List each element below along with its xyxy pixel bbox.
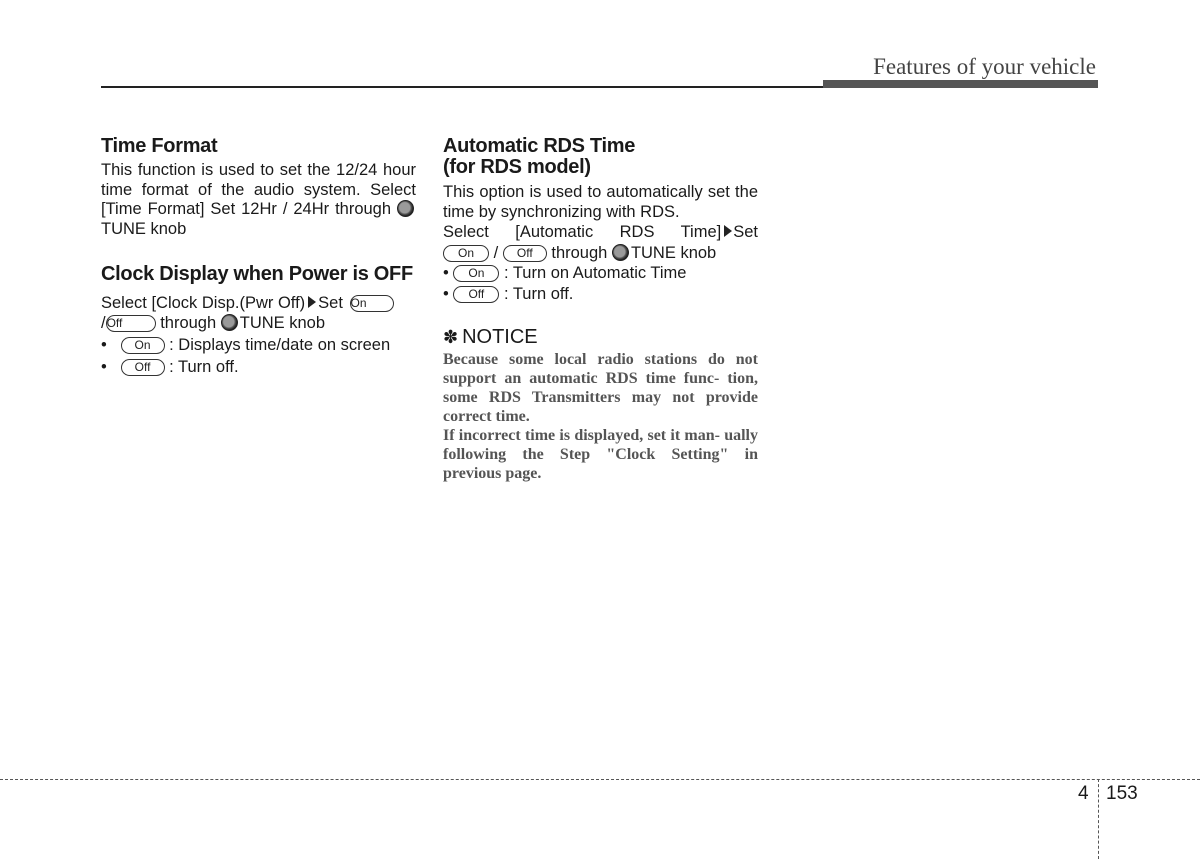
header-rule-thin [101, 86, 823, 88]
header-title: Features of your vehicle [873, 54, 1096, 79]
clock-slash: / [101, 313, 106, 332]
on-button-icon: On [121, 337, 165, 354]
auto-rds-heading-line1: Automatic RDS Time [443, 135, 636, 157]
left-column [101, 136, 416, 378]
on-button-icon: On [443, 245, 489, 262]
auto-rds-set: Set [733, 223, 758, 241]
tune-knob-icon [612, 244, 629, 261]
time-format-text: This function is used to set the 12/24 hour time format of the audio system. Select [Time Format] Set 12Hr / 24Hr through [101, 161, 416, 218]
auto-rds-bullet-off: • Off : Turn off. [443, 285, 574, 303]
page-number: 153 [1106, 783, 1138, 804]
time-format-body [101, 161, 416, 239]
auto-rds-tune: TUNE knob [630, 243, 717, 262]
chapter-number: 4 [1078, 783, 1089, 804]
auto-rds-select [443, 223, 758, 243]
clock-through: through [160, 313, 217, 332]
notice-paragraph-2: If incorrect time is displayed, set it man- ually following the Step "Clock Setting" in previous page. [443, 426, 758, 482]
notice-title-text: NOTICE [462, 325, 538, 348]
triangle-right-icon [308, 296, 316, 308]
clock-display-heading: Clock Display when Power is OFF [101, 263, 413, 285]
clock-bullet-off: • Off : Turn off. [101, 357, 239, 376]
clock-display-instructions [101, 294, 416, 333]
notice-heading [443, 326, 758, 348]
tune-knob-icon [221, 314, 238, 331]
auto-rds-select-text: Select [Automatic RDS Time] [443, 223, 722, 241]
auto-rds-bullet-on: • On : Turn on Automatic Time [443, 263, 687, 282]
footer-vertical-rule [1098, 779, 1099, 859]
auto-rds-options [443, 243, 758, 263]
header-rule-thick [823, 80, 1098, 88]
right-column [443, 136, 758, 483]
tune-knob-label: TUNE knob [101, 219, 187, 238]
clock-bullet-off-text: : Turn off. [169, 357, 239, 376]
auto-rds-bullet-off-text: : Turn off. [503, 285, 574, 303]
off-button-icon: Off [121, 359, 165, 376]
auto-rds-through: through [551, 243, 608, 262]
auto-rds-body: This option is used to automatically set the time by synchronizing with RDS. [443, 183, 758, 221]
on-button-icon: On [350, 295, 394, 312]
clock-bullet-on: • On : Displays time/date on screen [101, 336, 391, 354]
clock-bullet-on-text: : Displays time/date on screen [169, 336, 391, 354]
off-button-icon: Off [503, 245, 547, 262]
auto-rds-heading-line2: (for RDS model) [443, 156, 591, 178]
clock-select-text: Select [Clock Disp.(Pwr Off) [101, 294, 306, 312]
off-button-icon: Off [453, 286, 499, 303]
notice-star-icon: ✽ [443, 326, 459, 347]
auto-rds-bullet-on-text: : Turn on Automatic Time [503, 263, 687, 282]
off-button-icon: Off [106, 315, 156, 332]
on-button-icon: On [453, 265, 499, 282]
time-format-heading: Time Format [101, 135, 218, 157]
notice-paragraph-1: Because some local radio stations do not support an automatic RDS time func- tion, some RDS Transmitters may not provide correct time. [443, 350, 758, 425]
footer-rule [0, 779, 1200, 780]
clock-set-text: Set [318, 294, 343, 312]
auto-rds-heading [443, 136, 758, 178]
tune-knob-icon [397, 200, 414, 217]
auto-rds-slash: / [493, 243, 499, 262]
clock-tune-label: TUNE knob [239, 313, 326, 332]
triangle-right-icon [724, 225, 732, 237]
